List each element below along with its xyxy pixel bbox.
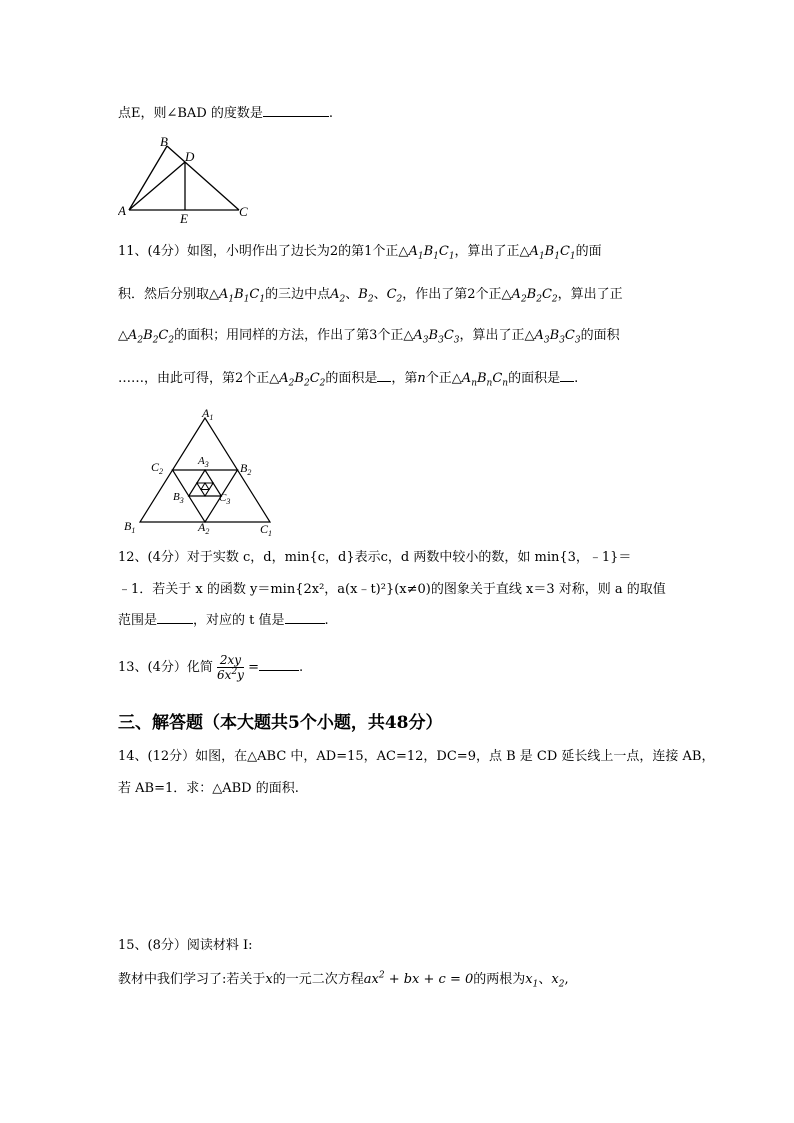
q15-line-2 [118, 971, 569, 989]
math-a1b1c1: $A_1B_1C_1$ [219, 287, 266, 305]
q15-text: , [564, 972, 569, 987]
q11-text: 、 [373, 287, 387, 302]
q15-text: 的两根为 [473, 972, 526, 987]
q14-line-2: 若 AB=1．求：△ABD 的面积. [118, 781, 299, 796]
answer-blank [157, 611, 193, 624]
label-a3: $A_3$ [198, 455, 209, 469]
q12-text: ，对应的 t 值是 [193, 613, 285, 628]
den-part: 6x [217, 668, 232, 682]
q13-text: 13、(4分）化简 [118, 660, 213, 675]
math-b2: $B_2$ [358, 287, 374, 305]
fraction [217, 653, 244, 682]
q15-text: 的一元二次方程 [272, 972, 364, 987]
nested-triangles-figure-q11 [118, 404, 288, 542]
label-b: B [160, 134, 168, 149]
eq-exp: 2 [378, 970, 385, 981]
den-part: y [237, 668, 244, 682]
triangle-5 [201, 483, 209, 490]
q11-text: 的面积是 [508, 371, 561, 386]
math-c2: $C_2$ [386, 287, 403, 305]
label-c3: $C_3$ [219, 492, 231, 506]
answer-blank [377, 369, 391, 382]
q10-end: . [328, 106, 334, 121]
segment-ad [129, 162, 185, 210]
math-a2: $A_2$ [330, 287, 346, 305]
q12-line-2: ﹣1．若关于 x 的函数 y＝min{2x²，a(x﹣t)²}(x≠0)的图象关于直线 x＝3 对称，则 a 的取值 [118, 582, 666, 597]
math-a3b3c3: $A_3B_3C_3$ [534, 328, 581, 346]
q11-text: 的面积；用同样的方法，作出了第3个正△ [174, 328, 414, 343]
math-a2b2c2: $A_2B_2C_2$ [128, 328, 175, 346]
q11-text: 11、(4分）如图，小明作出了边长为2的第1个正△ [118, 244, 409, 259]
fraction-denominator [217, 668, 244, 682]
math-a3b3c3: $A_3B_3C_3$ [413, 328, 460, 346]
q11-text: ……，由此可得，第2个正△ [118, 371, 280, 386]
q12-line-1: 12、(4分）对于实数 c，d，min{c，d}表示c，d 两数中较小的数，如 min{3，﹣1}＝ [118, 550, 632, 565]
answer-blank [560, 369, 574, 382]
math-x: x [265, 972, 273, 987]
triangle-figure-q10 [118, 132, 258, 224]
section-heading: 三、解答题（本大题共5个小题，共48分） [118, 713, 443, 733]
label-d: D [185, 149, 195, 164]
q11-line-1 [118, 243, 602, 261]
math-x2: $x_2$ [551, 972, 565, 990]
q11-text: . [574, 371, 579, 386]
q12-text: . [324, 613, 329, 628]
q11-line-2 [118, 286, 623, 304]
label-b1: $B_1$ [124, 519, 136, 535]
equals-sign: = [248, 660, 259, 675]
label-a2: $A_2$ [198, 520, 210, 536]
segment-bc [167, 146, 239, 210]
q11-text: 个正△ [425, 371, 462, 386]
fraction-numerator: 2xy [217, 653, 244, 668]
label-b2: $B_2$ [240, 461, 252, 477]
q12-line-3 [118, 611, 329, 630]
label-a: A [118, 203, 126, 218]
q15-text: 、 [538, 972, 552, 987]
label-c: C [239, 204, 248, 219]
math-a2b2c2: $A_2B_2C_2$ [279, 371, 326, 389]
q11-text: ，算出了正△ [459, 328, 535, 343]
q11-text: ，算出了正△ [454, 244, 530, 259]
math-a1b1c1: $A_1B_1C_1$ [408, 244, 455, 262]
answer-blank [263, 104, 329, 117]
label-a1: $A_1$ [202, 406, 214, 422]
q11-text: 积．然后分别取△ [118, 287, 219, 302]
label-e: E [180, 211, 188, 224]
q15-text: 教材中我们学习了:若关于 [118, 972, 266, 987]
q15-line-1: 15、(8分）阅读材料 I: [118, 938, 253, 953]
q11-text: △ [118, 328, 128, 343]
q11-text: 、 [345, 287, 359, 302]
q11-text: 的面积 [580, 328, 620, 343]
math-x1: $x_1$ [525, 972, 539, 990]
math-anbncn: $A_nB_nC_n$ [461, 371, 509, 389]
q11-text: ，算出了正 [557, 287, 623, 302]
eq-part: + bx + c = 0 [384, 972, 474, 987]
label-b3: $B_3$ [173, 491, 184, 505]
q13-end: . [299, 660, 304, 675]
q13-line [118, 652, 303, 684]
den-exp: 2 [231, 667, 238, 677]
q11-text: 的面积是 [325, 371, 378, 386]
math-a2b2c2: $A_2B_2C_2$ [511, 287, 558, 305]
answer-blank [285, 611, 325, 624]
q14-line-1: 14、(12分）如图，在△ABC 中，AD=15，AC=12，DC=9，点 B 是 CD 延长线上一点，连接 AB， [118, 749, 715, 764]
answer-blank [259, 658, 299, 671]
q10-line [118, 104, 333, 123]
eq-part: ax [363, 972, 379, 987]
math-n: n [417, 371, 426, 386]
q11-text: ，作出了第2个正△ [402, 287, 512, 302]
math-a1b1c1: $A_1B_1C_1$ [529, 244, 576, 262]
q11-text: 的三边中点 [265, 287, 331, 302]
q11-line-3 [118, 327, 620, 345]
q11-text: 的面 [575, 244, 602, 259]
label-c1: $C_1$ [260, 522, 273, 538]
segment-ab [129, 146, 167, 210]
label-c2: $C_2$ [151, 460, 164, 476]
math-equation [364, 972, 474, 987]
q12-text: 范围是 [118, 613, 158, 628]
q10-text: 点E，则∠BAD 的度数是 [118, 106, 263, 121]
q11-text: ，第 [391, 371, 418, 386]
q11-line-4 [118, 369, 578, 388]
